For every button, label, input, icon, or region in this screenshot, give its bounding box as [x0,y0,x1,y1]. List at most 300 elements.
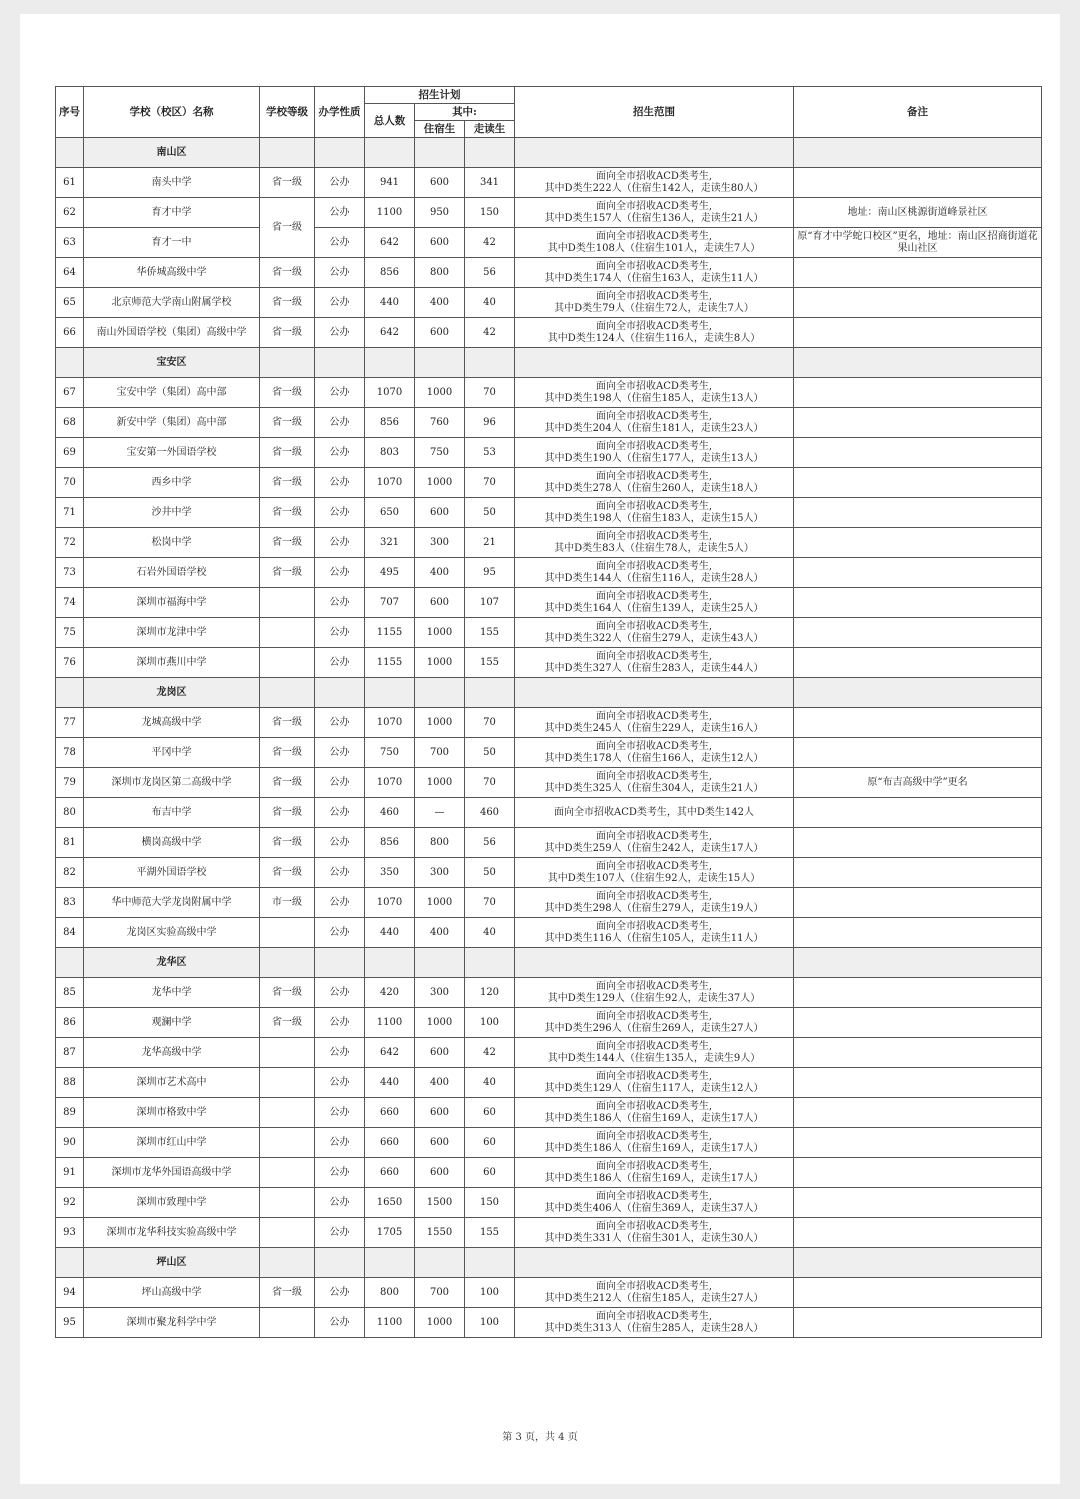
row-school: 坪山高级中学 [84,1278,260,1308]
row-note [794,618,1042,648]
row-total: 1070 [365,768,415,798]
row-boarding: 760 [415,408,465,438]
row-seq: 63 [56,228,84,258]
row-day: 150 [465,198,515,228]
row-boarding: 400 [415,1068,465,1098]
scope-line-2: 其中D类生164人（住宿生139人，走读生25人） [544,602,764,614]
scope-line-1: 面向全市招收ACD类考生, [595,1130,713,1142]
row-total: 350 [365,858,415,888]
row-seq: 90 [56,1128,84,1158]
scope-line-1: 面向全市招收ACD类考生, [595,320,713,332]
district-empty-cell [260,1248,315,1278]
row-seq: 75 [56,618,84,648]
row-scope [515,168,794,198]
scope-line-1: 面向全市招收ACD类考生, [595,410,713,422]
row-total: 660 [365,1128,415,1158]
row-boarding: 600 [415,1038,465,1068]
row-scope [515,318,794,348]
row-scope [515,708,794,738]
row-note: 地址：南山区桃源街道峰景社区 [794,198,1042,228]
row-school: 南山外国语学校（集团）高级中学 [84,318,260,348]
scope-line-2: 其中D类生186人（住宿生169人，走读生17人） [544,1172,764,1184]
district-empty-cell [260,348,315,378]
row-total: 642 [365,1038,415,1068]
row-scope [515,258,794,288]
scope-line-2: 其中D类生245人（住宿生229人，走读生16人） [544,722,764,734]
row-level: 市一级 [260,888,315,918]
row-seq: 83 [56,888,84,918]
scope-line-2: 其中D类生129人（住宿生117人，走读生12人） [544,1082,764,1094]
scope-line-2: 其中D类生259人（住宿生242人，走读生17人） [544,842,764,854]
row-day: 341 [465,168,515,198]
row-level: 省一级 [260,558,315,588]
scope-line-2: 其中D类生186人（住宿生169人，走读生17人） [544,1112,764,1124]
row-boarding: 1000 [415,618,465,648]
row-total: 321 [365,528,415,558]
row-level [260,1098,315,1128]
row-scope [515,828,794,858]
row-total: 1100 [365,198,415,228]
scope-line-1: 面向全市招收ACD类考生, [595,380,713,392]
row-scope [515,1128,794,1158]
row-total: 440 [365,918,415,948]
row-note [794,738,1042,768]
district-empty-cell [465,1248,515,1278]
row-seq: 78 [56,738,84,768]
table-row [56,1158,1042,1188]
row-note [794,648,1042,678]
enrollment-table [55,86,1042,1338]
row-scope [515,528,794,558]
row-day: 21 [465,528,515,558]
row-total: 1100 [365,1008,415,1038]
district-empty-cell [315,948,365,978]
row-day: 70 [465,708,515,738]
row-boarding: 800 [415,828,465,858]
district-name: 坪山区 [84,1248,260,1278]
row-nature: 公办 [315,198,365,228]
district-seq-cell [56,678,84,708]
row-school: 北京师范大学南山附属学校 [84,288,260,318]
row-school: 平冈中学 [84,738,260,768]
scope-line-2: 其中D类生198人（住宿生185人，走读生13人） [544,392,764,404]
row-boarding: 1000 [415,708,465,738]
row-school: 深圳市聚龙科学中学 [84,1308,260,1338]
row-total: 707 [365,588,415,618]
scope-line-1: 面向全市招收ACD类考生, [595,560,713,572]
row-seq: 93 [56,1218,84,1248]
header-plan: 招生计划 [365,87,515,104]
row-scope [515,978,794,1008]
scope-line-2: 其中D类生190人（住宿生177人，走读生13人） [544,452,764,464]
row-boarding: 300 [415,528,465,558]
row-school: 深圳市艺术高中 [84,1068,260,1098]
row-school: 西乡中学 [84,468,260,498]
scope-line-2: 其中D类生157人（住宿生136人，走读生21人） [544,212,764,224]
row-total: 495 [365,558,415,588]
row-school: 布吉中学 [84,798,260,828]
scope-line-2: 其中D类生107人（住宿生92人，走读生15人） [547,872,761,884]
scope-line-1: 面向全市招收ACD类考生, [595,1100,713,1112]
row-note [794,438,1042,468]
table-row [56,1218,1042,1248]
row-seq: 86 [56,1008,84,1038]
scope-line-2: 其中D类生406人（住宿生369人，走读生37人） [544,1202,764,1214]
row-school: 深圳市福海中学 [84,588,260,618]
table-row [56,798,1042,828]
row-total: 1155 [365,648,415,678]
row-seq: 73 [56,558,84,588]
row-nature: 公办 [315,798,365,828]
row-seq: 79 [56,768,84,798]
district-empty-cell [515,948,794,978]
row-note [794,588,1042,618]
row-nature: 公办 [315,588,365,618]
district-row [56,348,1042,378]
row-school: 宝安第一外国语学校 [84,438,260,468]
row-boarding: 1000 [415,378,465,408]
row-day: 70 [465,468,515,498]
row-total: 1070 [365,468,415,498]
district-empty-cell [465,138,515,168]
row-school: 松岗中学 [84,528,260,558]
row-day: 53 [465,438,515,468]
table-row [56,648,1042,678]
row-school: 横岗高级中学 [84,828,260,858]
table-row [56,888,1042,918]
row-level [260,1038,315,1068]
row-boarding: 1000 [415,468,465,498]
row-level: 省一级 [260,528,315,558]
row-day: 50 [465,498,515,528]
row-level: 省一级 [260,738,315,768]
row-boarding: 300 [415,858,465,888]
row-level: 省一级 [260,978,315,1008]
row-note [794,1158,1042,1188]
row-scope [515,918,794,948]
row-total: 1155 [365,618,415,648]
row-boarding: 600 [415,1098,465,1128]
row-boarding: 600 [415,588,465,618]
district-empty-cell [365,678,415,708]
row-school: 深圳市红山中学 [84,1128,260,1158]
row-nature: 公办 [315,858,365,888]
row-level: 省一级 [260,318,315,348]
row-total: 941 [365,168,415,198]
row-total: 460 [365,798,415,828]
table-row [56,318,1042,348]
row-total: 856 [365,828,415,858]
row-day: 107 [465,588,515,618]
row-level [260,1188,315,1218]
row-seq: 71 [56,498,84,528]
row-seq: 87 [56,1038,84,1068]
row-scope [515,288,794,318]
row-day: 100 [465,1008,515,1038]
scope-line-1: 面向全市招收ACD类考生, [595,830,713,842]
row-scope [515,798,794,828]
row-day: 95 [465,558,515,588]
district-empty-cell [794,948,1042,978]
table-row [56,1068,1042,1098]
row-boarding: 600 [415,318,465,348]
table-row [56,828,1042,858]
row-total: 1070 [365,708,415,738]
row-day: 56 [465,258,515,288]
row-scope [515,198,794,228]
row-note [794,1188,1042,1218]
document-page [20,14,1060,1484]
scope-line-2: 其中D类生212人（住宿生185人，走读生27人） [544,1292,764,1304]
row-school: 新安中学（集团）高中部 [84,408,260,438]
row-scope [515,588,794,618]
row-scope [515,618,794,648]
row-nature: 公办 [315,438,365,468]
scope-line-1: 面向全市招收ACD类考生，其中D类生142人 [554,806,755,818]
district-empty-cell [515,678,794,708]
row-day: 40 [465,288,515,318]
district-empty-cell [260,948,315,978]
row-total: 420 [365,978,415,1008]
row-day: 96 [465,408,515,438]
row-boarding: 1000 [415,768,465,798]
scope-line-2: 其中D类生174人（住宿生163人，走读生11人） [544,272,764,284]
row-boarding: 400 [415,918,465,948]
scope-line-1: 面向全市招收ACD类考生, [595,500,713,512]
row-day: 50 [465,738,515,768]
row-note [794,978,1042,1008]
row-seq: 62 [56,198,84,228]
row-day: 155 [465,618,515,648]
row-seq: 66 [56,318,84,348]
row-scope [515,228,794,258]
row-school: 育才一中 [84,228,260,258]
district-empty-cell [415,1248,465,1278]
scope-line-2: 其中D类生116人（住宿生105人，走读生11人） [544,932,764,944]
row-level [260,1218,315,1248]
row-note [794,798,1042,828]
row-boarding: 300 [415,978,465,1008]
row-day: 40 [465,1068,515,1098]
header-total: 总人数 [365,104,415,138]
row-total: 1070 [365,888,415,918]
scope-line-2: 其中D类生331人（住宿生301人，走读生30人） [544,1232,764,1244]
district-empty-cell [515,138,794,168]
table-row [56,708,1042,738]
scope-line-2: 其中D类生129人（住宿生92人，走读生37人） [547,992,761,1004]
row-school: 龙华中学 [84,978,260,1008]
row-seq: 68 [56,408,84,438]
header-level: 学校等级 [260,87,315,138]
row-nature: 公办 [315,528,365,558]
table-row [56,378,1042,408]
row-boarding: 400 [415,288,465,318]
row-boarding: 400 [415,558,465,588]
row-scope [515,498,794,528]
row-nature: 公办 [315,1308,365,1338]
table-row [56,918,1042,948]
header-school: 学校（校区）名称 [84,87,260,138]
district-empty-cell [515,348,794,378]
row-boarding: 600 [415,498,465,528]
row-note [794,288,1042,318]
row-school: 深圳市龙津中学 [84,618,260,648]
scope-line-1: 面向全市招收ACD类考生, [595,260,713,272]
row-boarding: 600 [415,1128,465,1158]
row-boarding: 600 [415,1158,465,1188]
scope-line-1: 面向全市招收ACD类考生, [595,440,713,452]
header-seq: 序号 [56,87,84,138]
scope-line-1: 面向全市招收ACD类考生, [595,290,713,302]
row-total: 660 [365,1158,415,1188]
row-total: 1100 [365,1308,415,1338]
row-level [260,1308,315,1338]
row-day: 70 [465,378,515,408]
row-school: 龙城高级中学 [84,708,260,738]
row-level: 省一级 [260,1008,315,1038]
row-level: 省一级 [260,468,315,498]
row-seq: 94 [56,1278,84,1308]
row-nature: 公办 [315,1128,365,1158]
row-scope [515,648,794,678]
table-row [56,498,1042,528]
row-note [794,258,1042,288]
row-day: 60 [465,1158,515,1188]
district-empty-cell [465,348,515,378]
row-school: 深圳市龙岗区第二高级中学 [84,768,260,798]
row-scope [515,1188,794,1218]
header-scope: 招生范围 [515,87,794,138]
row-seq: 61 [56,168,84,198]
row-day: 100 [465,1308,515,1338]
row-day: 155 [465,1218,515,1248]
row-nature: 公办 [315,918,365,948]
row-note [794,168,1042,198]
row-level [260,1158,315,1188]
row-total: 1650 [365,1188,415,1218]
header-nature: 办学性质 [315,87,365,138]
table-row [56,1008,1042,1038]
row-boarding: 950 [415,198,465,228]
row-note [794,1068,1042,1098]
district-row [56,948,1042,978]
row-note [794,888,1042,918]
row-total: 642 [365,228,415,258]
scope-line-2: 其中D类生298人（住宿生279人，走读生19人） [544,902,764,914]
table-row [56,558,1042,588]
district-seq-cell [56,348,84,378]
table-row [56,738,1042,768]
row-boarding: — [415,798,465,828]
row-day: 56 [465,828,515,858]
row-seq: 64 [56,258,84,288]
district-empty-cell [465,678,515,708]
page-footer: 第 3 页，共 4 页 [502,1432,578,1443]
row-note: 原“育才中学蛇口校区”更名，地址：南山区招商街道花果山社区 [794,228,1042,258]
row-school: 龙华高级中学 [84,1038,260,1068]
row-boarding: 700 [415,1278,465,1308]
row-seq: 74 [56,588,84,618]
row-nature: 公办 [315,1008,365,1038]
row-seq: 72 [56,528,84,558]
table-row [56,168,1042,198]
district-empty-cell [415,678,465,708]
row-boarding: 1000 [415,1008,465,1038]
row-seq: 67 [56,378,84,408]
district-empty-cell [365,948,415,978]
row-school: 宝安中学（集团）高中部 [84,378,260,408]
scope-line-2: 其中D类生313人（住宿生285人，走读生28人） [544,1322,764,1334]
row-school: 观澜中学 [84,1008,260,1038]
row-boarding: 1000 [415,888,465,918]
district-name: 龙岗区 [84,678,260,708]
row-note [794,498,1042,528]
row-nature: 公办 [315,1068,365,1098]
row-day: 120 [465,978,515,1008]
scope-line-1: 面向全市招收ACD类考生, [595,590,713,602]
district-empty-cell [794,1248,1042,1278]
scope-line-1: 面向全市招收ACD类考生, [595,770,713,782]
row-nature: 公办 [315,468,365,498]
scope-line-2: 其中D类生327人（住宿生283人，走读生44人） [544,662,764,674]
row-scope [515,1098,794,1128]
scope-line-1: 面向全市招收ACD类考生, [595,920,713,932]
row-note [794,408,1042,438]
row-level [260,1128,315,1158]
scope-line-2: 其中D类生178人（住宿生166人，走读生12人） [544,752,764,764]
district-empty-cell [315,1248,365,1278]
table-row [56,198,1042,228]
row-scope [515,1038,794,1068]
district-name: 南山区 [84,138,260,168]
scope-line-1: 面向全市招收ACD类考生, [595,200,713,212]
row-school: 深圳市格致中学 [84,1098,260,1128]
row-boarding: 600 [415,168,465,198]
row-note [794,1008,1042,1038]
row-note [794,1278,1042,1308]
row-scope [515,1158,794,1188]
row-total: 1705 [365,1218,415,1248]
scope-line-1: 面向全市招收ACD类考生, [595,1280,713,1292]
table-row [56,588,1042,618]
scope-line-2: 其中D类生79人（住宿生72人，走读生7人） [554,302,754,314]
row-nature: 公办 [315,888,365,918]
row-day: 70 [465,888,515,918]
district-empty-cell [260,138,315,168]
row-total: 642 [365,318,415,348]
row-day: 60 [465,1098,515,1128]
district-empty-cell [794,348,1042,378]
header-note: 备注 [794,87,1042,138]
table-row [56,468,1042,498]
row-day: 40 [465,918,515,948]
row-boarding: 1000 [415,648,465,678]
row-scope [515,558,794,588]
table-row [56,228,1042,258]
scope-line-2: 其中D类生83人（住宿生78人，走读生5人） [554,542,754,554]
table-row [56,858,1042,888]
district-row [56,678,1042,708]
district-name: 龙华区 [84,948,260,978]
row-nature: 公办 [315,228,365,258]
scope-line-2: 其中D类生325人（住宿生304人，走读生21人） [544,782,764,794]
scope-line-2: 其中D类生144人（住宿生116人，走读生28人） [544,572,764,584]
row-nature: 公办 [315,768,365,798]
table-body [56,138,1042,1338]
row-level: 省一级 [260,378,315,408]
row-school: 育才中学 [84,198,260,228]
row-note [794,318,1042,348]
